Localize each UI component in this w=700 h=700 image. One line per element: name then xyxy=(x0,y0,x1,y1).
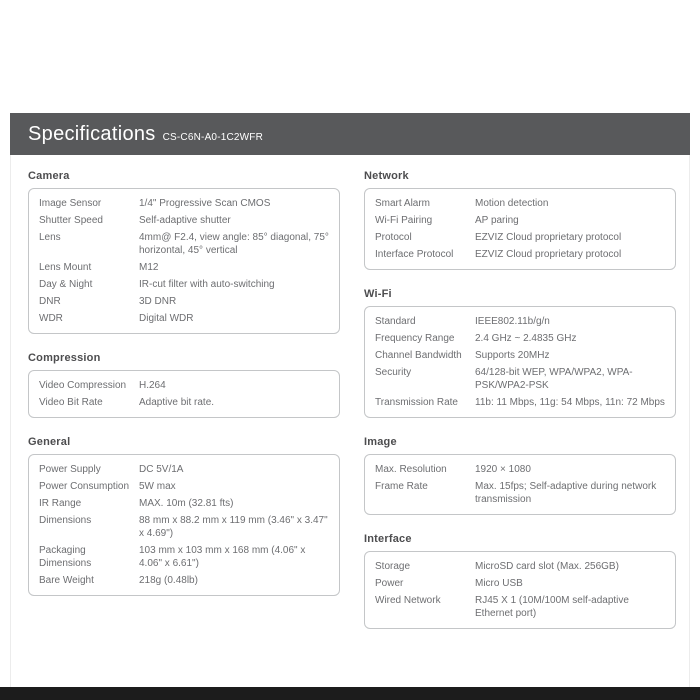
section-title: Network xyxy=(364,170,409,182)
spec-label: Video Compression xyxy=(39,380,127,391)
spec-value: EZVIZ Cloud proprietary protocol xyxy=(475,249,622,260)
spec-label: IR Range xyxy=(39,498,82,509)
spec-label: Power xyxy=(375,578,404,589)
spec-label: Frequency Range xyxy=(375,333,455,344)
spec-label: Shutter Speed xyxy=(39,215,103,226)
spec-label: Video Bit Rate xyxy=(39,397,103,408)
spec-value: 1920 × 1080 xyxy=(475,464,531,475)
spec-value: 2.4 GHz ~ 2.4835 GHz xyxy=(475,333,577,344)
right-column xyxy=(364,170,676,629)
spec-section-compression xyxy=(28,352,340,418)
spec-label: Protocol xyxy=(375,232,412,243)
spec-label: Lens Mount xyxy=(39,262,92,273)
spec-value: AP paring xyxy=(475,215,519,226)
spec-value: M12 xyxy=(139,262,159,273)
spec-row xyxy=(39,259,329,276)
spec-value: DC 5V/1A xyxy=(139,464,184,475)
spec-row xyxy=(375,592,665,622)
spec-value: MAX. 10m (32.81 fts) xyxy=(139,498,234,509)
spec-value: 4mm@ F2.4, view angle: 85° diagonal, 75° horizontal, 45° vertical xyxy=(139,232,329,256)
section-box xyxy=(28,188,340,334)
section-box xyxy=(364,551,676,629)
spec-value: Supports 20MHz xyxy=(475,350,550,361)
spec-label: Frame Rate xyxy=(375,481,428,492)
spec-row xyxy=(39,542,329,572)
spec-value: IR-cut filter with auto-switching xyxy=(139,279,275,290)
spec-row xyxy=(375,461,665,478)
spec-row xyxy=(375,330,665,347)
spec-value: 1/4" Progressive Scan CMOS xyxy=(139,198,271,209)
left-column xyxy=(28,170,340,629)
spec-value: 64/128-bit WEP, WPA/WPA2, WPA-PSK/WPA2-PSK xyxy=(475,367,633,391)
spec-label: Day & Night xyxy=(39,279,93,290)
spec-row xyxy=(39,572,329,589)
spec-value: H.264 xyxy=(139,380,166,391)
spec-value: 3D DNR xyxy=(139,296,177,307)
spec-value: 5W max xyxy=(139,481,176,492)
spec-label: Security xyxy=(375,367,412,378)
spec-row xyxy=(39,293,329,310)
section-box xyxy=(28,370,340,418)
spec-value: 218g (0.48lb) xyxy=(139,575,198,586)
header-bar xyxy=(10,113,690,155)
spec-value: Adaptive bit rate. xyxy=(139,397,215,408)
spec-value: IEEE802.11b/g/n xyxy=(475,316,550,327)
spec-value: Micro USB xyxy=(475,578,523,589)
spec-label: Standard xyxy=(375,316,416,327)
spec-label: Dimensions xyxy=(39,515,92,526)
spec-label: Bare Weight xyxy=(39,575,94,586)
spec-value: RJ45 X 1 (10M/100M self-adaptive Ethernet port) xyxy=(475,595,629,619)
spec-value: 103 mm x 103 mm x 168 mm (4.06" x 4.06" x 6.61") xyxy=(139,545,306,569)
section-title: Wi-Fi xyxy=(364,288,392,300)
spec-label: Packaging Dimensions xyxy=(39,545,92,569)
spec-row xyxy=(375,364,665,394)
spec-row xyxy=(375,575,665,592)
spec-label: DNR xyxy=(39,296,61,307)
section-title: Compression xyxy=(28,352,101,364)
section-box xyxy=(364,306,676,418)
spec-row xyxy=(375,212,665,229)
spec-row xyxy=(39,461,329,478)
spec-value: 11b: 11 Mbps, 11g: 54 Mbps, 11n: 72 Mbps xyxy=(475,397,665,408)
spec-label: WDR xyxy=(39,313,63,324)
spec-section-network xyxy=(364,170,676,270)
spec-value: Motion detection xyxy=(475,198,549,209)
spec-row xyxy=(375,313,665,330)
spec-value: MicroSD card slot (Max. 256GB) xyxy=(475,561,619,572)
spec-label: Image Sensor xyxy=(39,198,102,209)
section-box xyxy=(28,454,340,596)
spec-label: Channel Bandwidth xyxy=(375,350,462,361)
spec-row xyxy=(39,377,329,394)
spec-row xyxy=(39,229,329,259)
spec-content xyxy=(28,170,676,629)
spec-section-camera xyxy=(28,170,340,334)
section-title: Interface xyxy=(364,533,412,545)
spec-row xyxy=(39,512,329,542)
model-number: CS-C6N-A0-1C2WFR xyxy=(162,132,264,143)
spec-label: Storage xyxy=(375,561,411,572)
spec-label: Power Supply xyxy=(39,464,101,475)
spec-label: Power Consumption xyxy=(39,481,130,492)
spec-row xyxy=(39,276,329,293)
section-box xyxy=(364,188,676,270)
spec-label: Wi-Fi Pairing xyxy=(375,215,433,226)
spec-label: Transmission Rate xyxy=(375,397,458,408)
spec-row xyxy=(39,478,329,495)
spec-row xyxy=(375,394,665,411)
spec-value: Digital WDR xyxy=(139,313,194,324)
section-title: Image xyxy=(364,436,397,448)
spec-label: Interface Protocol xyxy=(375,249,454,260)
spec-row xyxy=(375,347,665,364)
spec-label: Max. Resolution xyxy=(375,464,447,475)
spec-row xyxy=(39,394,329,411)
spec-row xyxy=(39,310,329,327)
section-title: General xyxy=(28,436,71,448)
spec-section-image xyxy=(364,436,676,515)
spec-value: 88 mm x 88.2 mm x 119 mm (3.46" x 3.47" x 4.69") xyxy=(139,515,328,539)
spec-value: Max. 15fps; Self-adaptive during network transmission xyxy=(475,481,657,505)
spec-label: Wired Network xyxy=(375,595,441,606)
spec-section-interface xyxy=(364,533,676,629)
bottom-bar xyxy=(0,687,700,700)
spec-section-general xyxy=(28,436,340,596)
spec-row xyxy=(39,195,329,212)
spec-row xyxy=(39,212,329,229)
spec-row xyxy=(375,195,665,212)
spec-row xyxy=(375,558,665,575)
spec-label: Lens xyxy=(39,232,61,243)
page-title: Specifications xyxy=(28,123,156,145)
section-title: Camera xyxy=(28,170,70,182)
section-box xyxy=(364,454,676,515)
spec-row xyxy=(375,246,665,263)
spec-value: EZVIZ Cloud proprietary protocol xyxy=(475,232,622,243)
spec-row xyxy=(375,229,665,246)
spec-value: Self-adaptive shutter xyxy=(139,215,231,226)
spec-label: Smart Alarm xyxy=(375,198,431,209)
spec-section-wi-fi xyxy=(364,288,676,418)
spec-row xyxy=(39,495,329,512)
spec-row xyxy=(375,478,665,508)
